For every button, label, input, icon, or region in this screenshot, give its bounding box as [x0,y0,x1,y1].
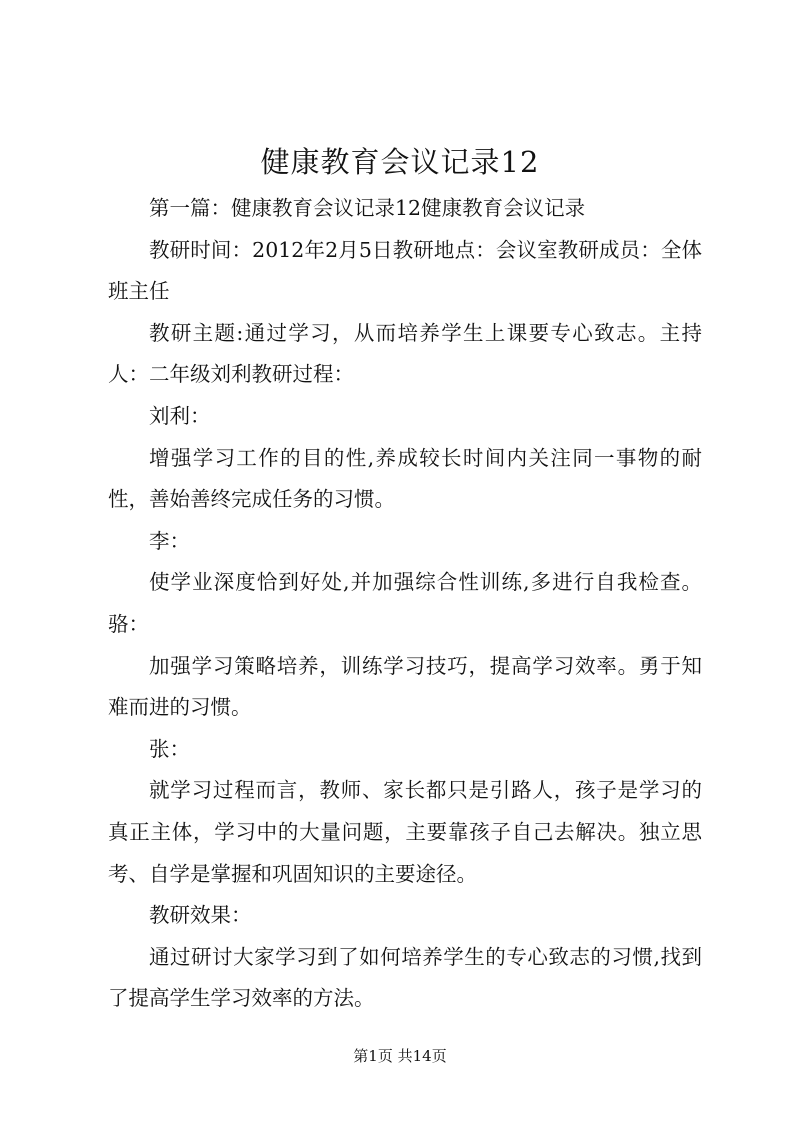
speaker-label-zhang: 张： [149,736,190,761]
paragraph-meeting-topic: 教研主题:通过学习，从而培养学生上课要专心致志。主持人：二年级刘利教研过程： [108,320,702,387]
paragraph-li-remarks: 使学业深度恰到好处,并加强综合性训练,多进行自我检查。骆： [108,570,702,636]
paragraph-research-outcome: 通过研讨大家学习到了如何培养学生的专心致志的习惯,找到了提高学生学习效率的方法。 [108,944,702,1011]
speaker-label-li: 李： [149,528,190,553]
paragraph-heading-section-one: 第一篇：健康教育会议记录12健康教育会议记录 [149,196,586,220]
document-body [108,188,702,1020]
page-number-footer: 第1页 共14页 [353,1047,447,1065]
paragraph-zhang-remarks: 就学习过程而言，教师、家长都只是引路人，孩子是学习的真正主体，学习中的大量问题，主要靠孩子自己去解决。独立思考、自学是掌握和巩固知识的主要途径。 [108,778,702,886]
paragraph-luo-remarks: 加强学习策略培养，训练学习技巧，提高学习效率。勇于知难而进的习惯。 [108,653,702,720]
paragraph-meeting-info: 教研时间：2012年2月5日教研地点：会议室教研成员：全体班主任 [108,237,702,304]
document-title: 健康教育会议记录12 [260,145,540,179]
speaker-label-liu: 刘利： [149,403,211,428]
label-research-outcome: 教研效果： [149,903,252,928]
paragraph-liu-remarks: 增强学习工作的目的性,养成较长时间内关注同一事物的耐性，善始善终完成任务的习惯。 [108,445,702,512]
